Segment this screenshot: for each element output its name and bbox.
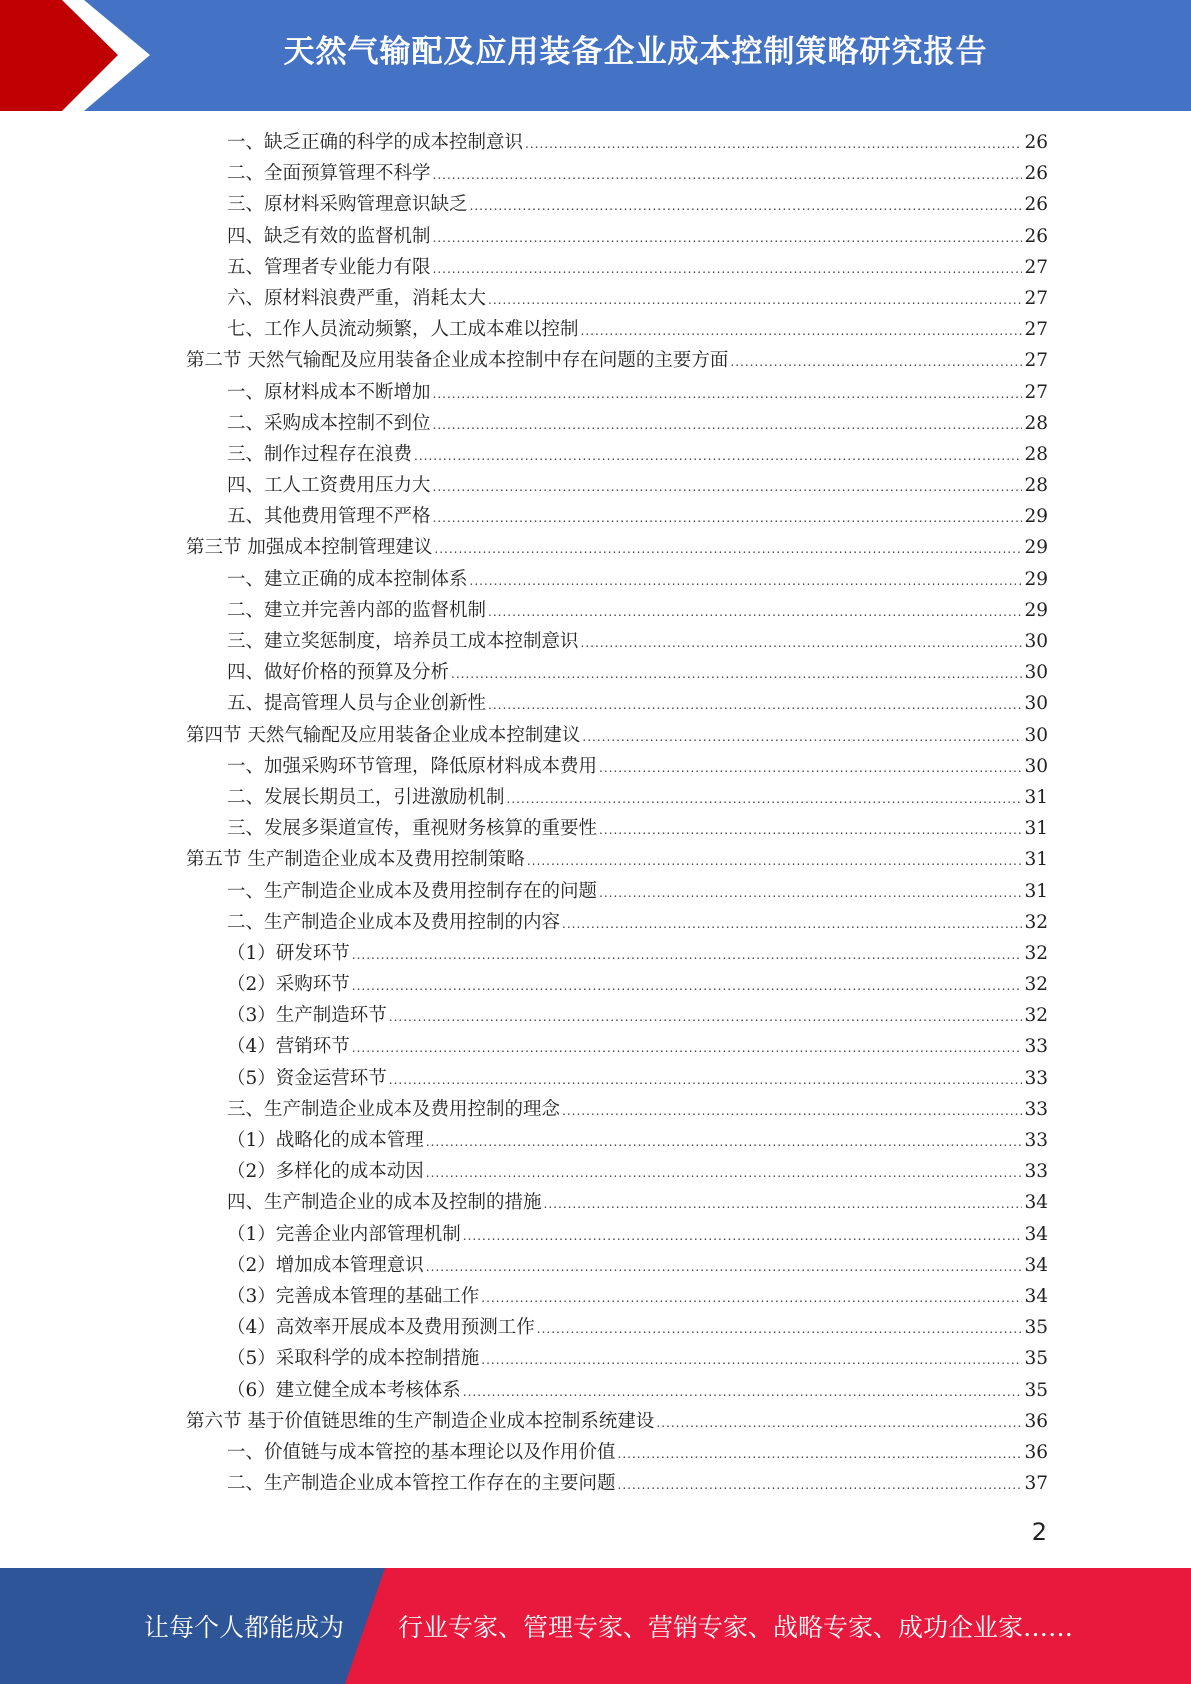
toc-dot-leader bbox=[730, 347, 1022, 378]
toc-dot-leader bbox=[656, 1408, 1022, 1439]
toc-dot-leader bbox=[433, 410, 1023, 441]
toc-dot-leader bbox=[470, 566, 1023, 597]
toc-entry-page: 27 bbox=[1024, 350, 1048, 372]
toc-entry-page: 29 bbox=[1024, 506, 1048, 528]
toc-entry-page: 30 bbox=[1024, 631, 1048, 652]
toc-entry[interactable] bbox=[186, 1094, 1048, 1125]
toc-entry[interactable] bbox=[186, 751, 1048, 782]
toc-entry-title: 七、工作人员流动频繁，人工成本难以控制 bbox=[227, 319, 579, 341]
toc-entry-title: （5）资金运营环节 bbox=[227, 1067, 387, 1089]
toc-entry-title: （1）战略化的成本管理 bbox=[227, 1130, 424, 1151]
toc-entry-page: 35 bbox=[1024, 1348, 1048, 1370]
toc-entry[interactable] bbox=[186, 1343, 1048, 1374]
toc-entry-title: 四、做好价格的预算及分析 bbox=[227, 662, 450, 684]
toc-dot-leader bbox=[426, 1252, 1023, 1283]
toc-entry[interactable] bbox=[186, 127, 1048, 158]
toc-entry[interactable] bbox=[186, 283, 1048, 314]
toc-entry-title: 四、工人工资费用压力大 bbox=[227, 475, 431, 497]
toc-dot-leader bbox=[618, 1470, 1023, 1501]
toc-dot-leader bbox=[581, 628, 1023, 659]
toc-dot-leader bbox=[352, 971, 1023, 1002]
toc-dot-leader bbox=[426, 1158, 1023, 1189]
toc-entry-page: 31 bbox=[1024, 786, 1048, 808]
toc-dot-leader bbox=[389, 1065, 1023, 1096]
toc-entry-page: 30 bbox=[1024, 755, 1048, 777]
toc-entry[interactable] bbox=[186, 532, 1048, 563]
toc-entry[interactable] bbox=[186, 657, 1048, 688]
toc-dot-leader bbox=[433, 379, 1023, 410]
toc-entry-page: 32 bbox=[1024, 974, 1048, 996]
toc-dot-leader bbox=[481, 1345, 1022, 1376]
toc-entry-page: 30 bbox=[1024, 662, 1048, 684]
toc-entry-title: （6）建立健全成本考核体系 bbox=[227, 1379, 461, 1401]
toc-entry[interactable] bbox=[186, 1312, 1048, 1343]
toc-entry-page: 27 bbox=[1024, 256, 1048, 278]
toc-entry[interactable] bbox=[186, 1187, 1048, 1218]
toc-entry-title: 三、生产制造企业成本及费用控制的理念 bbox=[227, 1098, 561, 1120]
toc-dot-leader bbox=[599, 878, 1022, 909]
toc-entry-title: （5）采取科学的成本控制措施 bbox=[227, 1348, 480, 1370]
toc-entry-page: 28 bbox=[1024, 443, 1048, 465]
toc-entry-title: 五、其他费用管理不严格 bbox=[227, 506, 431, 528]
toc-entry[interactable] bbox=[186, 876, 1048, 907]
toc-entry-title: 六、原材料浪费严重，消耗太大 bbox=[227, 287, 487, 309]
toc-entry[interactable] bbox=[186, 720, 1048, 751]
toc-entry[interactable] bbox=[186, 595, 1048, 626]
toc-entry-title: 二、采购成本控制不到位 bbox=[227, 412, 431, 434]
page-number: 2 bbox=[1031, 1518, 1047, 1546]
toc-entry-page: 29 bbox=[1024, 537, 1048, 559]
toc-dot-leader bbox=[562, 909, 1022, 940]
toc-entry-page: 33 bbox=[1024, 1098, 1048, 1120]
toc-entry-title: 二、建立并完善内部的监督机制 bbox=[227, 599, 487, 621]
toc-entry[interactable] bbox=[186, 907, 1048, 938]
toc-entry-page: 28 bbox=[1024, 475, 1048, 497]
toc-dot-leader bbox=[618, 1439, 1023, 1470]
toc-dot-leader bbox=[481, 1283, 1022, 1314]
toc-entry-title: 一、原材料成本不断增加 bbox=[227, 381, 431, 403]
toc-entry-page: 32 bbox=[1024, 942, 1048, 964]
toc-entry-title: 一、价值链与成本管控的基本理论以及作用价值 bbox=[227, 1441, 616, 1463]
toc-dot-leader bbox=[426, 1127, 1023, 1158]
toc-entry-title: （4）高效率开展成本及费用预测工作 bbox=[227, 1317, 535, 1339]
toc-entry-page: 34 bbox=[1024, 1254, 1048, 1276]
toc-entry[interactable] bbox=[186, 345, 1048, 376]
toc-entry[interactable] bbox=[186, 969, 1048, 1000]
header-title: 天然气输配及应用装备企业成本控制策略研究报告 bbox=[283, 34, 988, 70]
toc-entry[interactable] bbox=[186, 688, 1048, 719]
toc-entry-page: 29 bbox=[1024, 568, 1048, 590]
toc-entry[interactable] bbox=[186, 221, 1048, 252]
toc-entry[interactable] bbox=[186, 1219, 1048, 1250]
toc-entry-title: （2）采购环节 bbox=[227, 974, 350, 996]
toc-entry[interactable] bbox=[186, 158, 1048, 189]
toc-dot-leader bbox=[389, 1002, 1023, 1033]
toc-entry-page: 27 bbox=[1024, 319, 1048, 341]
toc-entry[interactable] bbox=[186, 1468, 1048, 1499]
toc-entry-title: 三、建立奖惩制度，培养员工成本控制意识 bbox=[227, 631, 579, 652]
toc-entry[interactable] bbox=[186, 1031, 1048, 1062]
toc-dot-leader bbox=[488, 597, 1022, 628]
toc-entry[interactable] bbox=[186, 1437, 1048, 1468]
toc-entry-title: 二、生产制造企业成本及费用控制的内容 bbox=[227, 911, 561, 933]
toc-entry[interactable] bbox=[186, 564, 1048, 595]
footer-slogan-right: 行业专家、管理专家、营销专家、战略专家、成功企业家…… bbox=[398, 1613, 1074, 1642]
toc-dot-leader bbox=[463, 1221, 1023, 1252]
toc-entry-title: 二、全面预算管理不科学 bbox=[227, 163, 431, 185]
toc-entry-title: 一、生产制造企业成本及费用控制存在的问题 bbox=[227, 880, 598, 902]
toc-entry-title: 三、制作过程存在浪费 bbox=[227, 443, 413, 465]
toc-dot-leader bbox=[599, 815, 1022, 846]
toc-entry-page: 26 bbox=[1024, 225, 1048, 247]
toc-entry[interactable] bbox=[186, 626, 1048, 657]
page-footer bbox=[0, 1568, 1191, 1684]
toc-entry[interactable] bbox=[186, 189, 1048, 220]
toc-dot-leader bbox=[488, 285, 1022, 316]
toc-entry[interactable] bbox=[186, 1250, 1048, 1281]
toc-entry-title: 二、生产制造企业成本管控工作存在的主要问题 bbox=[227, 1473, 616, 1495]
toc-entry-title: （3）完善成本管理的基础工作 bbox=[227, 1285, 480, 1307]
toc-entry[interactable] bbox=[186, 470, 1048, 501]
toc-entry-page: 27 bbox=[1024, 287, 1048, 309]
toc-dot-leader bbox=[352, 940, 1023, 971]
toc-entry-title: （1）完善企业内部管理机制 bbox=[227, 1223, 461, 1245]
toc-entry-page: 36 bbox=[1024, 1410, 1048, 1432]
toc-entry-page: 32 bbox=[1024, 911, 1048, 933]
toc-entry-page: 26 bbox=[1024, 163, 1048, 185]
toc-dot-leader bbox=[352, 1033, 1023, 1064]
toc-entry[interactable] bbox=[186, 1406, 1048, 1437]
toc-dot-leader bbox=[433, 472, 1023, 503]
toc-entry[interactable] bbox=[186, 938, 1048, 969]
toc-entry-page: 27 bbox=[1024, 381, 1048, 403]
toc-entry-title: 五、管理者专业能力有限 bbox=[227, 256, 431, 278]
toc-entry-title: （1）研发环节 bbox=[227, 942, 350, 964]
toc-dot-leader bbox=[433, 503, 1023, 534]
toc-entry-page: 37 bbox=[1024, 1473, 1048, 1495]
toc-entry[interactable] bbox=[186, 844, 1048, 875]
toc-entry-page: 33 bbox=[1024, 1161, 1048, 1183]
toc-entry[interactable] bbox=[186, 408, 1048, 439]
toc-entry-title: 第三节 加强成本控制管理建议 bbox=[186, 537, 433, 559]
toc-dot-leader bbox=[488, 690, 1022, 721]
toc-dot-leader bbox=[527, 846, 1023, 877]
page-header bbox=[0, 0, 1191, 111]
toc-entry-title: （2）增加成本管理意识 bbox=[227, 1254, 424, 1276]
toc-entry-title: 第五节 生产制造企业成本及费用控制策略 bbox=[186, 849, 525, 871]
toc-entry-page: 26 bbox=[1024, 132, 1048, 153]
toc-entry-title: 五、提高管理人员与企业创新性 bbox=[227, 693, 487, 715]
toc-dot-leader bbox=[562, 1096, 1022, 1127]
toc-dot-leader bbox=[463, 1377, 1023, 1408]
toc-entry[interactable] bbox=[186, 252, 1048, 283]
toc-entry-page: 29 bbox=[1024, 599, 1048, 621]
toc-entry-page: 26 bbox=[1024, 194, 1048, 216]
toc-entry-title: 第四节 天然气输配及应用装备企业成本控制建议 bbox=[186, 724, 581, 746]
toc-entry-title: 二、发展长期员工，引进激励机制 bbox=[227, 786, 505, 808]
toc-dot-leader bbox=[414, 441, 1022, 472]
toc-entry-page: 33 bbox=[1024, 1067, 1048, 1089]
toc-entry-page: 30 bbox=[1024, 724, 1048, 746]
footer-slogan-left: 让每个人都能成为 bbox=[144, 1613, 345, 1642]
toc-dot-leader bbox=[582, 722, 1022, 753]
toc-entry[interactable] bbox=[186, 439, 1048, 470]
toc-dot-leader bbox=[433, 223, 1023, 254]
toc-entry-title: （4）营销环节 bbox=[227, 1036, 350, 1058]
toc-entry-title: 三、发展多渠道宣传，重视财务核算的重要性 bbox=[227, 818, 598, 840]
toc-dot-leader bbox=[581, 316, 1023, 347]
toc-dot-leader bbox=[433, 254, 1023, 285]
toc-entry-page: 31 bbox=[1024, 818, 1048, 840]
toc-entry[interactable] bbox=[186, 1156, 1048, 1187]
toc-entry-page: 28 bbox=[1024, 412, 1048, 434]
toc-dot-leader bbox=[507, 784, 1023, 815]
toc-dot-leader bbox=[544, 1189, 1023, 1220]
toc-entry-title: 第六节 基于价值链思维的生产制造企业成本控制系统建设 bbox=[186, 1410, 655, 1432]
toc-entry[interactable] bbox=[186, 1000, 1048, 1031]
table-of-contents bbox=[186, 127, 1048, 1499]
toc-entry-page: 34 bbox=[1024, 1223, 1048, 1245]
toc-entry[interactable] bbox=[186, 501, 1048, 532]
toc-dot-leader bbox=[451, 659, 1022, 690]
toc-entry-title: 第二节 天然气输配及应用装备企业成本控制中存在问题的主要方面 bbox=[186, 350, 729, 372]
toc-entry-page: 30 bbox=[1024, 693, 1048, 715]
toc-dot-leader bbox=[434, 534, 1022, 565]
toc-dot-leader bbox=[525, 129, 1022, 160]
toc-dot-leader bbox=[433, 160, 1023, 191]
toc-entry-title: 三、原材料采购管理意识缺乏 bbox=[227, 194, 468, 216]
toc-entry[interactable] bbox=[186, 377, 1048, 408]
header-arrow-decoration bbox=[0, 0, 160, 111]
toc-entry-page: 36 bbox=[1024, 1441, 1048, 1463]
toc-entry-page: 31 bbox=[1024, 880, 1048, 902]
toc-entry[interactable] bbox=[186, 314, 1048, 345]
toc-entry[interactable] bbox=[186, 1375, 1048, 1406]
toc-entry-title: 四、生产制造企业的成本及控制的措施 bbox=[227, 1192, 542, 1214]
toc-entry-title: 一、加强采购环节管理，降低原材料成本费用 bbox=[227, 755, 598, 777]
toc-entry-title: 一、建立正确的成本控制体系 bbox=[227, 568, 468, 590]
toc-entry[interactable] bbox=[186, 782, 1048, 813]
toc-entry-title: 四、缺乏有效的监督机制 bbox=[227, 225, 431, 247]
toc-entry-page: 35 bbox=[1024, 1379, 1048, 1401]
toc-dot-leader bbox=[537, 1314, 1023, 1345]
toc-entry-title: （3）生产制造环节 bbox=[227, 1005, 387, 1027]
toc-entry[interactable] bbox=[186, 1125, 1048, 1156]
toc-dot-leader bbox=[470, 191, 1023, 222]
toc-entry[interactable] bbox=[186, 1281, 1048, 1312]
toc-entry[interactable] bbox=[186, 1063, 1048, 1094]
toc-dot-leader bbox=[599, 753, 1022, 784]
toc-entry-page: 32 bbox=[1024, 1005, 1048, 1027]
toc-entry-page: 31 bbox=[1024, 849, 1048, 871]
toc-entry-page: 34 bbox=[1024, 1192, 1048, 1214]
toc-entry-page: 33 bbox=[1024, 1036, 1048, 1058]
toc-entry-title: （2）多样化的成本动因 bbox=[227, 1161, 424, 1183]
toc-entry-title: 一、缺乏正确的科学的成本控制意识 bbox=[227, 132, 524, 153]
toc-entry-page: 35 bbox=[1024, 1317, 1048, 1339]
toc-entry-page: 33 bbox=[1024, 1130, 1048, 1151]
toc-entry[interactable] bbox=[186, 813, 1048, 844]
toc-entry-page: 34 bbox=[1024, 1285, 1048, 1307]
